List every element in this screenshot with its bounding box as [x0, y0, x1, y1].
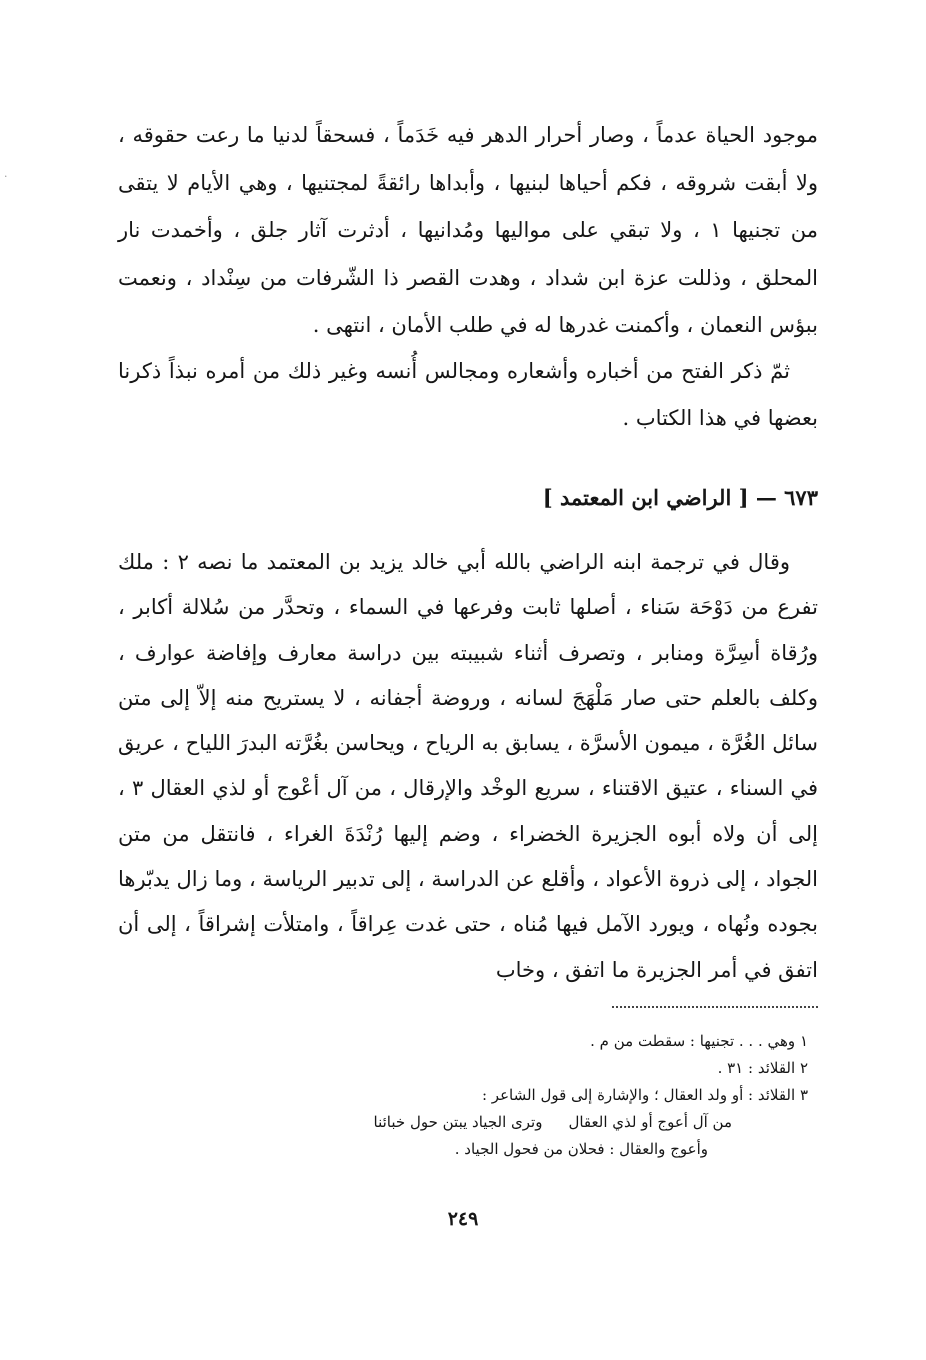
- section-number: ٦٧٣: [784, 485, 818, 510]
- section-heading: [118, 480, 818, 516]
- verse-hemistich-2: من آل أعوج أو لذي العقال: [568, 1113, 732, 1131]
- footnote-divider: [612, 1006, 818, 1008]
- page-number: ٢٤٩: [447, 1208, 479, 1230]
- footnote-verse: [118, 1109, 808, 1136]
- section-title: [ الراضي ابن المعتمد ]: [542, 485, 749, 510]
- section-dash: —: [755, 485, 777, 510]
- footnotes: [118, 1028, 808, 1163]
- verse-hemistich-1: وترى الجياد يبتن حول خبائنا: [373, 1113, 543, 1131]
- footnote-1: ١ وهي . . . تجنيها : سقطت من م .: [590, 1032, 808, 1050]
- paragraph-summary: ثمّ ذكر الفتح من أخباره وأشعاره ومجالس أُنسه وغير ذلك من أمره نبذاً ذكرنا بعضها في هذا الكتاب .: [118, 359, 818, 430]
- paragraph-biography: وقال في ترجمة ابنه الراضي بالله أبي خالد يزيد بن المعتمد ما نصه ٢ : ملك تفرع من دَوْحَة سَناء ، أصلها ثابت وفرعها في السماء ، وتحدَّر من سُلالة أكابر ، ورُقاة أسِرَّة ومنابر ، وتصرف أثناء شبيبته بين دراسة معارف وإفاضة عوارف ، وكلف بالعلم حتى صار مَلْهَجَ لسانه ، وروضة أجفانه ، لا يستريح منه إلاّ إلى متن سائل الغُرَّة ، ميمون الأسرَّة ، يسابق به الرياح ، ويحاسن بغُرَّته البدرَ اللياح ، عريق في السناء ، عتيق الاقتناء ، سريع الوخْد والإرقال ، من آل أعْوج أو لذي العقال ٣ ، إلى أن ولاه أبوه الجزيرة الخضراء ، وضم إليها رُنْدَةَ الغراء ، فانتقل من متن الجواد ، إلى ذروة الأعواد ، وأقلع عن الدراسة ، إلى تدبير الرياسة ، وما زال يدبّرها بجوده ونُهاه ، ويورد الآمل فيها مُناه ، حتى غدت عِراقاً ، وامتلأت إشراقاً ، إلى أن اتفق في أمر الجزيرة ما اتفق ، وخاب: [118, 550, 819, 982]
- footnote-explanation: وأعوج والعقال : فحلان من فحول الجياد .: [454, 1140, 708, 1158]
- paragraph-continued: موجود الحياة عدماً ، وصار أحرار الدهر فيه خَدَماً ، فسحقاً لدنيا ما رعت حقوقه ، ولا أبقت شروقه ، فكم أحياها لبنيها ، وأبداها رائقةً لمجتنيها ، وهي الأيام لا يتقى من تجنيها ١ ، ولا تبقي على مواليها ومُدانيها ، أدثرت آثار جلق ، وأخمدت نار المحلق ، وذللت عزة ابن شداد ، وهدت القصر ذا الشّرفات من سِنْداد ، ونعمت ببؤس النعمان ، وأكمنت غدرها له في طلب الأمان ، انتهى .: [118, 123, 818, 337]
- footnote-2: ٢ القلائد : ٣١ .: [717, 1059, 808, 1077]
- footnote-3: ٣ القلائد : أو ولد العقال ؛ والإشارة إلى قول الشاعر :: [481, 1086, 808, 1104]
- margin-mark: ·: [4, 170, 8, 183]
